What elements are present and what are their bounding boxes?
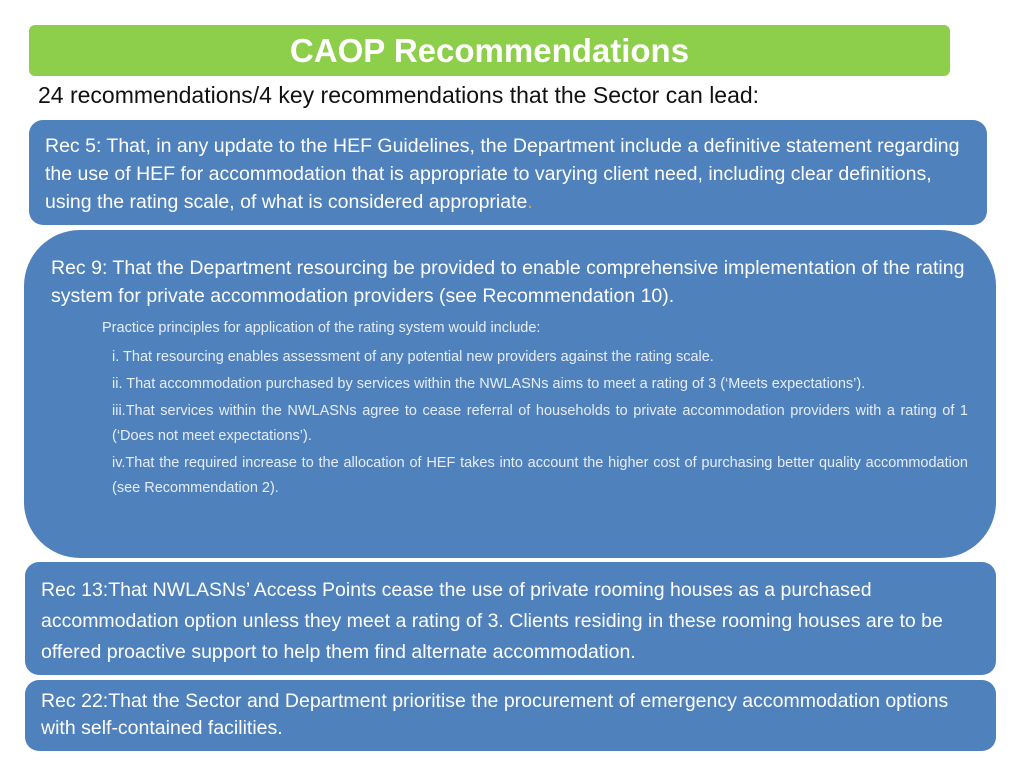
principles-heading: Practice principles for application of the rating system would include: [102, 320, 541, 336]
rec-5-box [29, 120, 987, 225]
rec-9-text: Rec 9: That the Department resourcing be provided to enable comprehensive implementation of the rating system for private accommodation providers (see Recommendation 10). [51, 257, 965, 307]
rec-5-text [45, 132, 971, 216]
principle-item: iii.That services within the NWLASNs agree to cease referral of households to private accommodation providers with a rating of 1 (‘Does not meet expectations’). [112, 403, 968, 444]
slide-title-text: CAOP Recommendations [289, 31, 690, 69]
slide-title [29, 25, 950, 76]
rec-22-box [25, 680, 996, 751]
slide-subtitle: 24 recommendations/4 key recommendations that the Sector can lead: [38, 82, 760, 108]
rec-5-period: . [527, 191, 533, 213]
principle-item: i. That resourcing enables assessment of any potential new providers against the rating scale. [112, 349, 714, 365]
rec-13-box [25, 562, 996, 675]
rec-9-box [24, 230, 996, 558]
principle-item: ii. That accommodation purchased by services within the NWLASNs aims to meet a rating of 3 (‘Meets expectations’). [112, 376, 866, 392]
rec-13-text: Rec 13:That NWLASNs’ Access Points cease the use of private rooming houses as a purchased accommodation option unless they meet a rating of 3. Clients residing in these rooming houses are to be offered proactive support to help them find alternate accommodation. [41, 579, 943, 663]
principle-item: iv.That the required increase to the allocation of HEF takes into account the higher cost of purchasing better quality accommodation (see Recommendation 2). [112, 455, 968, 496]
rec-22-text: Rec 22:That the Sector and Department prioritise the procurement of emergency accommodation options with self-contained facilities. [41, 690, 949, 739]
rec-5-body: Rec 5: That, in any update to the HEF Guidelines, the Department include a definitive statement regarding the use of HEF for accommodation that is appropriate to varying client need, including clear definitions, using the rating scale, of what is considered appropriate [45, 135, 960, 213]
